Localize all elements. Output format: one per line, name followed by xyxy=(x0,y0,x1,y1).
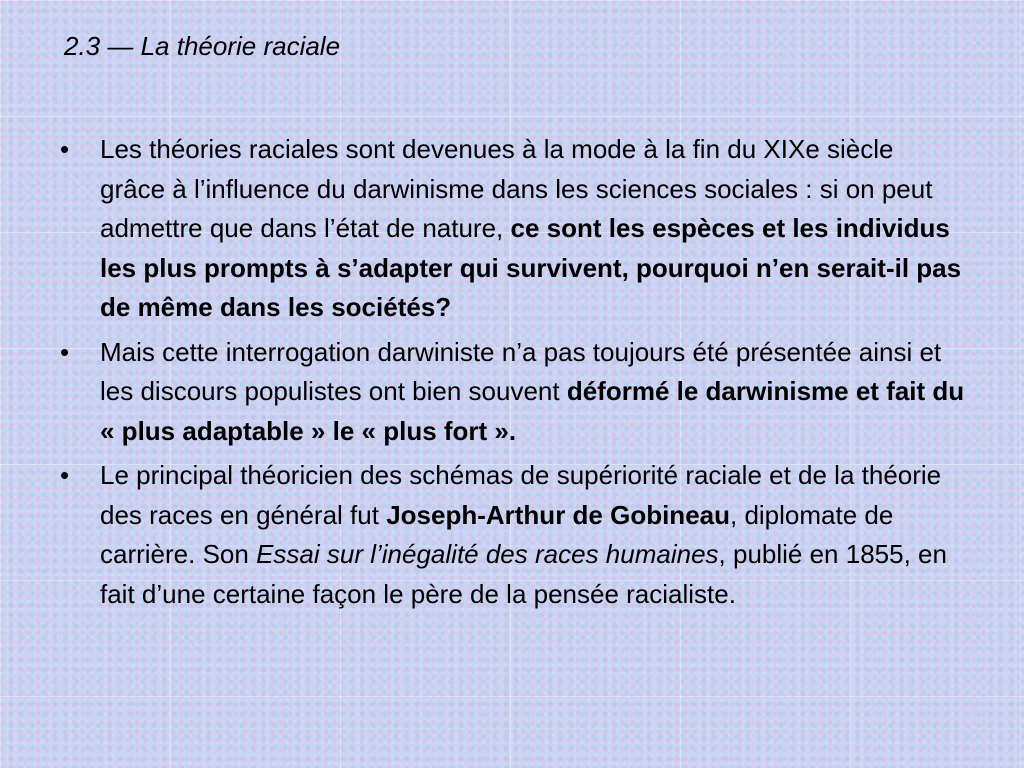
bullet-text: , publié en 1855, en fait d’une certaine façon le père de la pensée racialiste. xyxy=(100,539,947,609)
bullet-item-darwinism xyxy=(60,130,965,328)
slide-title: 2.3 — La théorie raciale xyxy=(64,31,341,61)
bullet-text: , diplomate de carrière. Son xyxy=(100,499,894,569)
bullet-bold-text: déformé le darwinisme et fait du « plus adaptable » le « plus fort ». xyxy=(100,376,965,446)
book-title: Essai sur l’inégalité des races humaines xyxy=(256,539,719,569)
bullet-list xyxy=(60,130,965,619)
bullet-text: Les théories raciales sont devenues à la mode à la fin du XIXe siècle grâce à l’influence du darwinisme dans les sciences sociales : si on peut admettre que dans l’état de nature, xyxy=(100,134,933,243)
bullet-text: Mais cette interrogation darwiniste n’a pas toujours été présentée ainsi et les discours populistes ont bien souvent xyxy=(100,336,942,406)
bullet-text: Le principal théoricien des schémas de supériorité raciale et de la théorie des races en général fut xyxy=(100,460,942,530)
bullet-bold-text: Joseph-Arthur de Gobineau xyxy=(386,499,730,530)
bullet-item-populism xyxy=(60,333,965,452)
bullet-bold-text: ce sont les espèces et les individus les plus prompts à s’adapter qui survivent, pourquoi n’en serait-il pas de même dans les sociétés? xyxy=(100,213,962,322)
bullet-item-gobineau xyxy=(60,456,965,614)
